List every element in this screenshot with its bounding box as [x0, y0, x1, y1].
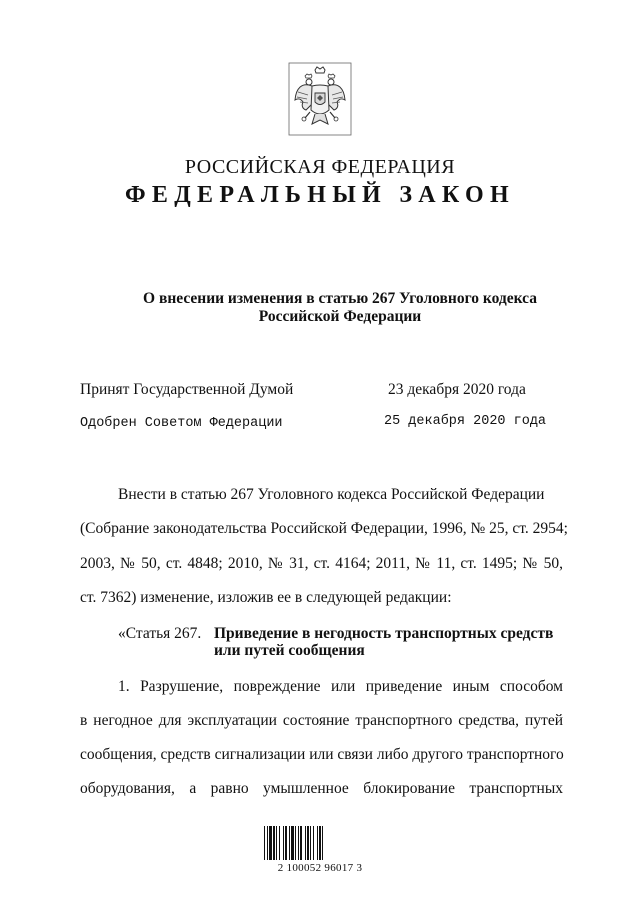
council-approval-label: Одобрен Советом Федерации	[80, 416, 283, 431]
barcode-bar	[279, 826, 280, 860]
barcode-bar	[313, 826, 314, 860]
intro-line-4: ст. 7362) изменение, изложив ее в следующей редакции:	[80, 589, 452, 606]
barcode-number: 2 100052 96017 3	[277, 862, 363, 874]
coat-of-arms-icon	[288, 62, 352, 136]
duma-adoption-label: Принят Государственной Думой	[80, 381, 294, 398]
article-title-line-2: или путей сообщения	[214, 642, 365, 659]
barcode-bar	[273, 826, 275, 860]
barcode-bar	[291, 826, 294, 860]
barcode-bar	[267, 826, 268, 860]
barcode-bar	[283, 826, 284, 860]
barcode-bar	[289, 826, 290, 860]
para1-line-1: 1. Разрушение, повреждение или приведение иным способом	[118, 678, 563, 695]
barcode-bar	[264, 826, 265, 860]
intro-line-2: (Собрание законодательства Российской Федерации, 1996, № 25, ст. 2954;	[80, 520, 568, 537]
barcode-bar	[317, 826, 318, 860]
barcode	[262, 820, 358, 862]
barcode-bar	[298, 826, 299, 860]
duma-adoption-date: 23 декабря 2020 года	[388, 381, 526, 398]
barcode-bar	[322, 826, 323, 860]
intro-line-1: Внести в статью 267 Уголовного кодекса Российской Федерации	[118, 486, 545, 503]
law-title-line-1: О внесении изменения в статью 267 Уголовного кодекса	[143, 290, 537, 307]
para1-line-3: сообщения, средств сигнализации или связи либо другого транспортного	[80, 746, 564, 763]
para1-line-4: оборудования, а равно умышленное блокирование транспортных	[80, 780, 563, 797]
article-title-line-1: Приведение в негодность транспортных средств	[214, 625, 554, 642]
barcode-bar	[307, 826, 309, 860]
intro-line-3: 2003, № 50, ст. 4848; 2010, № 31, ст. 4164; 2011, № 11, ст. 1495; № 50,	[80, 555, 563, 572]
para1-line-2: в негодное для эксплуатации состояние транспортного средства, путей	[80, 712, 563, 729]
barcode-bar	[319, 826, 321, 860]
article-prefix: «Статья 267.	[118, 625, 202, 642]
barcode-bar	[295, 826, 296, 860]
barcode-bar	[269, 826, 272, 860]
barcode-bar	[305, 826, 306, 860]
barcode-bar	[285, 826, 287, 860]
document-type-title: ФЕДЕРАЛЬНЫЙ ЗАКОН	[125, 182, 515, 208]
barcode-bar	[300, 826, 302, 860]
country-title: РОССИЙСКАЯ ФЕДЕРАЦИЯ	[184, 156, 456, 178]
council-approval-date: 25 декабря 2020 года	[384, 414, 547, 429]
barcode-bar	[310, 826, 311, 860]
law-title-line-2: Российской Федерации	[258, 308, 422, 325]
law-title	[0, 290, 640, 326]
barcode-bar	[276, 826, 277, 860]
